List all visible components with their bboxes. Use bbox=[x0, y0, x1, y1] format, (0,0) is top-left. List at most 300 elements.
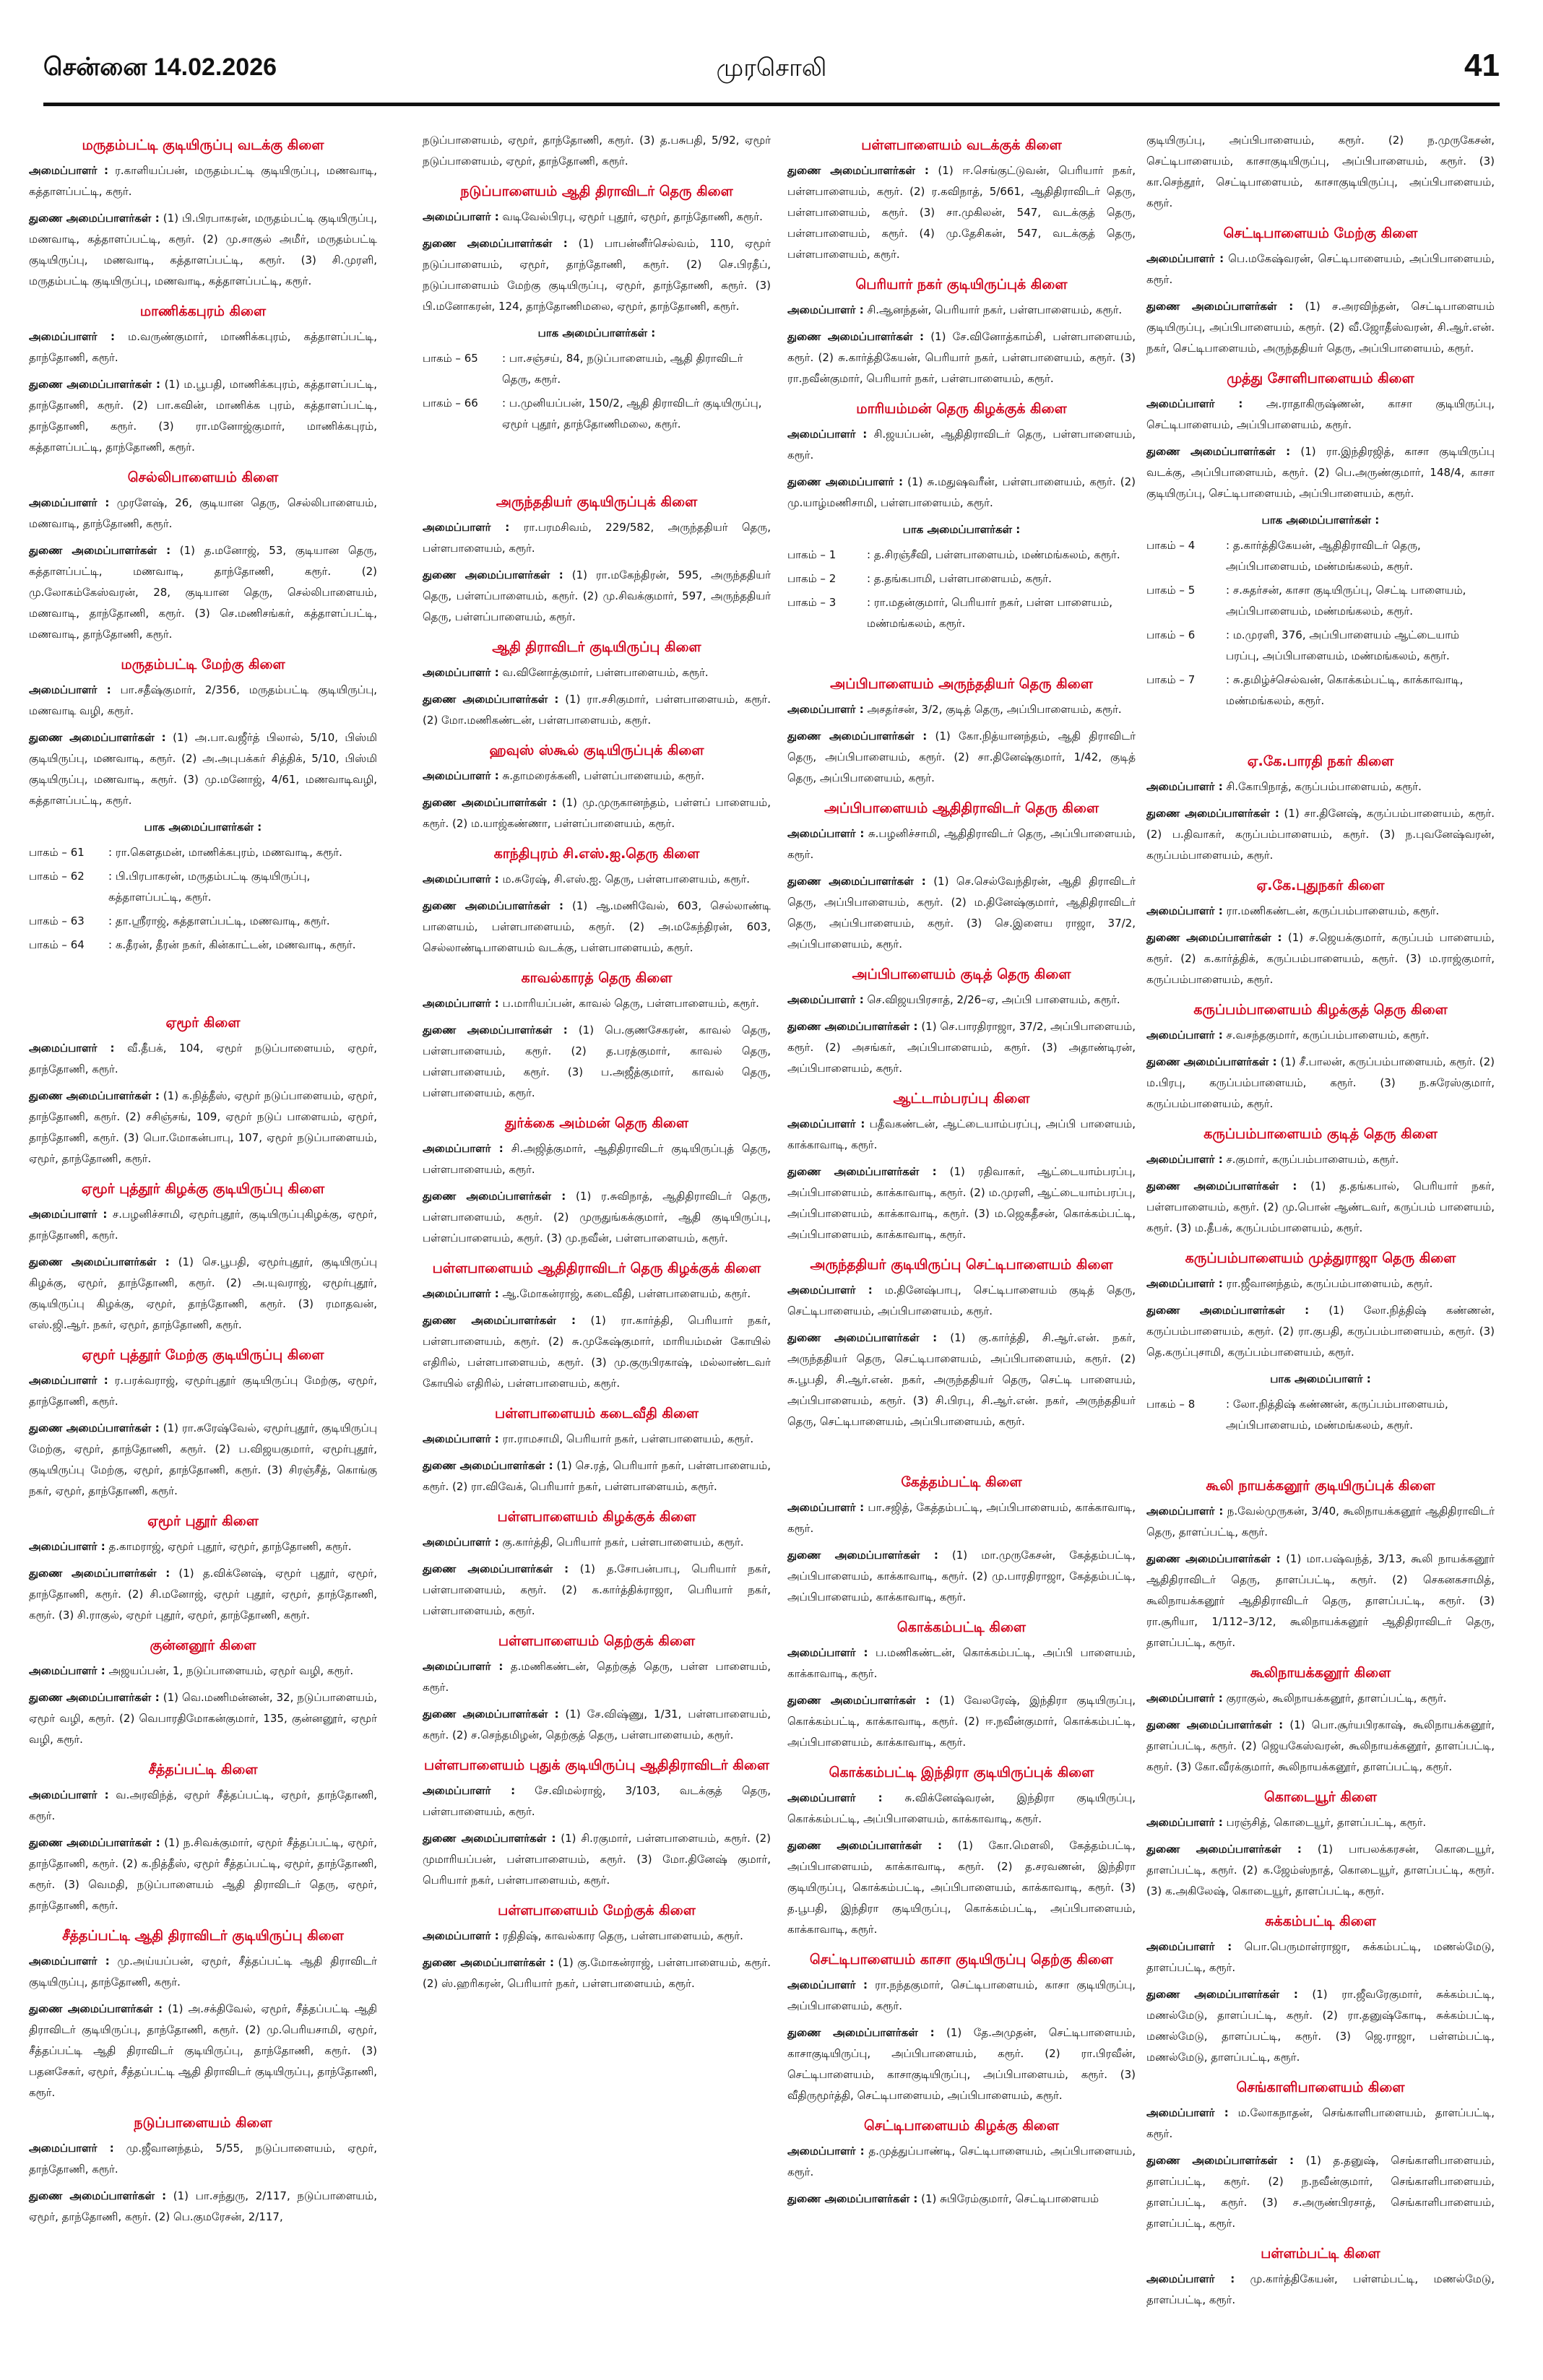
role-label: அமைப்பாளர் : bbox=[787, 1117, 865, 1130]
member-details: கு.கார்த்தி, பெரியார் நகர், பள்ளபாளையம், கரூர். bbox=[498, 1536, 744, 1549]
role-label: அமைப்பாளர் : bbox=[787, 303, 864, 316]
branch-section bbox=[787, 673, 1136, 789]
member-details: (1) சே.வினோத்காம்சி, பள்ளபாளையம், கரூர். (2) சு.கார்த்திகேயன், பெரியார் நகர், பள்ளபாளையம், கரூர். (3) ரா.நவீன்குமார், பெரியார் நகர், பள்ளபாளையம், கரூர். bbox=[787, 330, 1136, 385]
member-entry bbox=[1146, 130, 1495, 214]
role-label: துணை அமைப்பாளர்கள் : bbox=[29, 1567, 170, 1580]
member-details: (1) கு.மோகன்ராஜ், பள்ளபாளையம், கரூர். (2) ஸ்.ஹரிகரன், பெரியார் நகர், பள்ளபாளையம், கரூர். bbox=[423, 1956, 771, 1990]
member-details: (1) ஆ.மணிவேல், 603, செல்லாண்டி பாளையம், பள்ளபாளையம், கரூர். (2) அ.மகேந்திரன், 603, செல்லாண்டிபாளையம் வடக்கு, பள்ளபாளையம், கரூர். bbox=[423, 899, 771, 954]
role-label: அமைப்பாளர் : bbox=[1146, 1692, 1223, 1705]
branch-title: ஏமூர் கிளை bbox=[165, 1015, 241, 1031]
booth-agent: : தா.ஸ்ரீராஜ், கத்தாளப்பட்டி, மணவாடி, கரூர். bbox=[108, 914, 330, 927]
member-entry bbox=[787, 2141, 1136, 2183]
branch-title: ஆட்டாம்பரப்பு கிளை bbox=[893, 1091, 1030, 1107]
booth-agents-heading: பாக அமைப்பாளர்கள் : bbox=[537, 326, 656, 339]
role-label: துணை அமைப்பாளர்கள் : bbox=[1146, 1843, 1302, 1856]
member-details: ச.வசந்தகுமார், கருப்பம்பாளையம், கரூர். bbox=[1222, 1029, 1430, 1042]
member-details: (1) சு.மதுஷவரீன், பள்ளபாளையம், கரூர். (2) மு.யாழ்மணிசாமி, பள்ளபாளையம், கரூர். bbox=[787, 475, 1136, 509]
member-details: பரஞ்சித், கொடையூர், தாளப்பட்டி, கரூர். bbox=[1222, 1816, 1427, 1829]
booth-number: பாகம் – 2 bbox=[787, 572, 837, 585]
branch-section bbox=[787, 1471, 1136, 1608]
member-entry bbox=[423, 130, 771, 172]
member-entry bbox=[423, 792, 771, 834]
member-entry bbox=[787, 300, 1136, 321]
booth-number: பாகம் – 6 bbox=[1146, 628, 1196, 641]
member-entry bbox=[787, 1497, 1136, 1539]
role-label: துணை அமைப்பாளர்கள் : bbox=[29, 1836, 160, 1849]
member-details: ம.தினேஷ்பாபு, செட்டிபாளையம் குடித் தெரு, செட்டிபாளையம், அப்பிபாளையம், கரூர். bbox=[787, 1284, 1136, 1317]
role-label: அமைப்பாளர் : bbox=[423, 1784, 516, 1797]
role-label: அமைப்பாளர் : bbox=[787, 993, 864, 1006]
member-entry bbox=[1146, 1273, 1495, 1294]
member-details: (1) சே.விஷ்ணு, 1/31, பள்ளபாளையம், கரூர். (2) ச.செந்தமிழன், தெற்குத் தெரு, பள்ளபாளையம், கரூர். bbox=[423, 1708, 771, 1741]
branch-title: கொக்கம்பட்டி இந்திரா குடியிருப்புக் கிளை bbox=[829, 1765, 1094, 1780]
branch-section bbox=[787, 1088, 1136, 1245]
booth-number: பாகம் – 62 bbox=[29, 870, 85, 883]
member-entry bbox=[787, 1835, 1136, 1940]
role-label: துணை அமைப்பாளர்கள் : bbox=[29, 1089, 160, 1102]
booth-agents-heading: பாக அமைப்பாளர் : bbox=[1270, 1372, 1371, 1385]
branch-title: அருந்ததியர் குடியிருப்புக் கிளை bbox=[496, 494, 698, 510]
role-label: அமைப்பாளர் : bbox=[1146, 252, 1224, 265]
member-details: பெ.மகேஷ்வரன், செட்டிபாளையம், அப்பிபாளையம், கரூர். bbox=[1146, 252, 1495, 286]
role-label: அமைப்பாளர் : bbox=[29, 1042, 115, 1055]
branch-section bbox=[787, 1617, 1136, 1753]
role-label: துணை அமைப்பாளர்கள் : bbox=[1146, 300, 1294, 313]
booth-agent: : பி.பிரபாகரன், மருதம்பட்டி குடியிருப்பு, கத்தாளப்பட்டி, கரூர். bbox=[108, 870, 311, 904]
role-label: அமைப்பாளர் : bbox=[1146, 904, 1223, 917]
role-label: துணை அமைப்பாளர்கள் : bbox=[787, 1839, 943, 1852]
member-entry bbox=[1146, 1715, 1495, 1778]
role-label: அமைப்பாளர் : bbox=[1146, 1029, 1223, 1042]
member-details: மு.அய்யப்பன், ஏமூர், சீத்தப்பட்டி ஆதி திராவிடர் குடியிருப்பு, தாந்தோணி, கரூர். bbox=[29, 1955, 377, 1989]
branch-title: துர்க்கை அம்மன் தெரு கிளை bbox=[504, 1115, 689, 1131]
role-label: துணை அமைப்பாளர்கள் : bbox=[29, 1691, 160, 1704]
branch-title: செட்டிபாளையம் மேற்கு கிளை bbox=[1223, 225, 1418, 241]
role-label: துணை அமைப்பாளர்கள் : bbox=[29, 378, 160, 391]
branch-title: கொக்கம்பட்டி கிளை bbox=[896, 1619, 1026, 1635]
member-entry bbox=[423, 1532, 771, 1553]
branch-section bbox=[787, 797, 1136, 955]
member-details: (1) பா.சந்துரு, 2/117, நடுப்பாளையம், ஏமூர், தாந்தோணி, கரூர். (2) பெ.குமரேசன், 2/117, bbox=[29, 2189, 377, 2223]
role-label: அமைப்பாளர் : bbox=[1146, 1277, 1223, 1290]
role-label: துணை அமைப்பாளர்கள் : bbox=[787, 330, 925, 343]
branch-title: பள்ளம்பட்டி கிளை bbox=[1261, 2246, 1380, 2262]
booth-agent: : த.கார்த்திகேயன், ஆதிதிராவிடர் தெரு, அப்பிபாளையம், மண்மங்கலம், கரூர். bbox=[1226, 539, 1421, 573]
member-entry bbox=[29, 1418, 377, 1502]
role-label: அமைப்பாளர் : bbox=[787, 1791, 883, 1804]
branch-title: மாரியம்மன் தெரு கிழக்குக் கிளை bbox=[856, 401, 1067, 417]
role-label: துணை அமைப்பாளர்கள் : bbox=[787, 1165, 937, 1178]
member-entry bbox=[29, 1038, 377, 1080]
member-details: (1) பொ.சூர்யபிரகாஷ், கூலிநாயக்கனூர், தாளப்பட்டி, கரூர். (2) ஜெயகேஸ்வரன், கூலிநாயக்கனூர், தாளப்பட்டி, கரூர். (3) கோ.வீரக்குமார், கூலிநாயக்கனூர், தாளப்பட்டி, கரூர். bbox=[1146, 1718, 1495, 1773]
role-label: அமைப்பாளர் : bbox=[29, 1208, 108, 1221]
branch-title: கருப்பம்பாளையம் குடித் தெரு கிளை bbox=[1203, 1126, 1438, 1142]
branch-section bbox=[1146, 1786, 1495, 1902]
booth-agent: : ப.முனியப்பன், 150/2, ஆதி திராவிடர் குடியிருப்பு, ஏமூர் புதூர், தாந்தோணிமலை, கரூர். bbox=[502, 397, 762, 430]
role-label: அமைப்பாளர் : bbox=[29, 1788, 109, 1801]
member-details: முரளேஷ், 26, குடியான தெரு, செல்லிபாளையம், மணவாடி, தாந்தோணி, கரூர். bbox=[29, 496, 377, 530]
member-entry bbox=[29, 160, 377, 202]
member-details: அஜயப்பன், 1, நடுப்பாளையம், ஏமூர் வழி, கரூர். bbox=[105, 1664, 354, 1677]
branch-section bbox=[1146, 1475, 1495, 1653]
role-label: துணை அமைப்பாளர்கள் : bbox=[423, 796, 557, 809]
member-details: (1) பெ.குணசேகரன், காவல் தெரு, பள்ளபாளையம், கரூர். (2) த.பரத்குமார், காவல் தெரு, பள்ளபாளையம், கரூர். (3) ப.அஜீத்குமார், காவல் தெரு, பள்ளபாளையம், கரூர். bbox=[423, 1024, 771, 1099]
branch-section bbox=[29, 1178, 377, 1336]
branch-title: சீத்தப்பட்டி ஆதி திராவிடர் குடியிருப்பு கிளை bbox=[62, 1928, 344, 1944]
booth-row bbox=[1146, 580, 1495, 622]
branch-section bbox=[1146, 1911, 1495, 2068]
member-entry bbox=[423, 565, 771, 628]
role-label: துணை அமைப்பாளர் : bbox=[787, 475, 903, 488]
role-label: துணை அமைப்பாளர்கள் : bbox=[1146, 931, 1282, 944]
member-details: மு.ஜீவானந்தம், 5/55, நடுப்பாளையம், ஏமூர், தாந்தோணி, கரூர். bbox=[29, 2142, 377, 2176]
member-entry bbox=[1146, 441, 1495, 504]
branch-title: பள்ளபாளையம் புதுக் குடியிருப்பு ஆதிதிராவிடர் கிளை bbox=[424, 1757, 769, 1773]
branch-section bbox=[787, 1949, 1136, 2106]
role-label: அமைப்பாளர் : bbox=[29, 1955, 110, 1968]
member-details: (1) ஈ.செங்குட்டுவன், பெரியார் நகர், பள்ளபாளையம், கரூர். (2) ர.கவிநாத், 5/661, ஆதிதிராவிடர் தெரு, பள்ளபாளையம், கரூர். (3) சா.முகிலன், 547, வடக்குத் தெரு, பள்ளபாளையம், கரூர். (4) மு.தேசிகன், 547, வடக்குத் தெரு, பள்ளபாளையம், கரூர். bbox=[787, 164, 1136, 261]
column-2 bbox=[423, 130, 771, 2003]
booth-row bbox=[787, 592, 1136, 634]
member-entry bbox=[1146, 296, 1495, 359]
member-details: (1) லோ.நித்திஷ் கண்ணன், கருப்பம்பாளையம், கரூர். (2) ரா.குபதி, கருப்பம்பாளையம், கரூர். (3) தெ.கருப்புசாமி, கருப்பம்பாளையம், கரூர். bbox=[1146, 1304, 1495, 1359]
branch-title: பள்ளபாளையம் ஆதிதிராவிடர் தெரு கிழக்குக் கிளை bbox=[432, 1260, 761, 1276]
branch-title: பெரியார் நகர் குடியிருப்புக் கிளை bbox=[855, 277, 1068, 293]
member-details: (1) ரா.சசிகுமார், பள்ளபாளையம், கரூர். (2) மோ.மணிகண்டன், பள்ளபாளையம், கரூர். bbox=[423, 693, 771, 727]
branch-section bbox=[1146, 1247, 1495, 1436]
branch-title: முத்து சோளிபாளையம் கிளை bbox=[1227, 371, 1414, 386]
member-details: (1) க.நித்தீஸ், ஏமூர் நடுப்பாளையம், ஏமூர், தாந்தோணி, கரூர். (2) சசிஞ்சங், 109, ஏமூர் நடுப் பாளையம், ஏமூர், தாந்தோணி, கரூர். (3) பொ.மோகன்பாபு, 107, ஏமூர் நடுப்பாளையம், ஏமூர், தாந்தோணி, கரூர். bbox=[29, 1089, 377, 1165]
branch-section bbox=[787, 1254, 1136, 1432]
member-entry bbox=[29, 1999, 377, 2103]
member-entry bbox=[1146, 1176, 1495, 1239]
member-details: பா.சதீஷ்குமார், 2/356, மருதம்பட்டி குடியிருப்பு, மணவாடி வழி, கரூர். bbox=[29, 683, 377, 717]
member-details: (1) ரா.ஜீவரேகுமார், சுக்கம்பட்டி, மணல்மேடு, தாளப்பட்டி, கரூர். (2) ரா.தனுஷ்கோடி, சுக்கம்பட்டி, மணல்மேடு, தாளப்பட்டி, கரூர். (3) ஜெ.ராஜா, பள்ளம்பட்டி, மணல்மேடு, தாளப்பட்டி, கரூர். bbox=[1146, 1988, 1495, 2064]
member-entry bbox=[423, 1455, 771, 1497]
member-details: (1) த.விக்னேஷ், ஏமூர் புதூர், ஏமூர், தாந்தோணி, கரூர். (2) சி.மனோஜ், ஏமூர் புதூர், ஏமூர், தாந்தோணி, கரூர். (3) சி.ராகுல், ஏமூர் புதூர், ஏமூர், தாந்தோணி, கரூர். bbox=[29, 1567, 377, 1622]
member-details: (1) வெ.மணிமன்னன், 32, நடுப்பாளையம், ஏமூர் வழி, கரூர். (2) வெபாரதிமோகன்குமார், 135, குன்னனூர், ஏமூர் வழி, கரூர். bbox=[29, 1691, 377, 1746]
member-details: சு.விக்னேஷ்வரன், இந்திரா குடியிருப்பு, கொக்கம்பட்டி, அப்பிபாளையம், காக்காவாடி, கரூர். bbox=[787, 1791, 1136, 1825]
branch-title: கேத்தம்பட்டி கிளை bbox=[901, 1474, 1022, 1490]
role-label: அமைப்பாளர் : bbox=[787, 703, 864, 716]
branch-section bbox=[787, 964, 1136, 1079]
member-entry bbox=[29, 326, 377, 368]
role-label: அமைப்பாளர் : bbox=[29, 2142, 114, 2155]
branch-title: அப்பிபாளையம் அருந்ததியர் தெரு கிளை bbox=[830, 676, 1093, 692]
member-details: ஆ.மோகன்ராஜ், கடைவீதி, பள்ளபாளையம், கரூர். bbox=[498, 1287, 751, 1300]
role-label: அமைப்பாளர் : bbox=[29, 1540, 105, 1553]
member-entry bbox=[29, 1661, 377, 1682]
role-label: அமைப்பாளர் : bbox=[423, 1536, 499, 1549]
booth-row bbox=[1146, 670, 1495, 711]
branch-title: கருப்பம்பாளையம் முத்துராஜா தெரு கிளை bbox=[1185, 1250, 1456, 1266]
role-label: துணை அமைப்பாளர்கள் : bbox=[423, 1708, 559, 1721]
member-entry bbox=[1146, 1549, 1495, 1653]
member-entry bbox=[29, 2138, 377, 2180]
member-entry bbox=[1146, 1501, 1495, 1543]
member-details: (1) ர.சுவிநாத், ஆதிதிராவிடர் தெரு, பள்ளபாளையம், கரூர். (2) முருதுங்கக்குமார், ஆதி குடியிருப்பு, பள்ளப்பாளையம், கரூர். (3) மு.நவீன், பள்ளபாளையம், கரூர். bbox=[423, 1190, 771, 1245]
member-entry bbox=[787, 2189, 1136, 2210]
member-entry bbox=[1146, 803, 1495, 866]
member-entry bbox=[787, 823, 1136, 865]
role-label: அமைப்பாளர் : bbox=[423, 997, 499, 1010]
branch-title: ஹவுஸ் ஸ்கூல் குடியிருப்புக் கிளை bbox=[489, 743, 704, 758]
member-entry bbox=[787, 1690, 1136, 1753]
branch-title: அருந்ததியர் குடியிருப்பு செட்டிபாளையம் கிளை bbox=[810, 1257, 1113, 1273]
booth-row bbox=[1146, 535, 1495, 577]
member-entry bbox=[423, 1952, 771, 1994]
member-entry bbox=[1146, 1937, 1495, 1978]
member-details: (1) சா.தினேஷ், கருப்பம்பாளையம், கரூர். (2) ப.திவாகர், கருப்பம்பாளையம், கரூர். (3) ந.புவனேஷ்வரன், கருப்பம்பாளையம், கரூர். bbox=[1146, 807, 1495, 862]
member-details: (1) அ.பா.வஜீர்த் பிலால், 5/10, பிஸ்மி குடியிருப்பு, மணவாடி, கரூர். (2) அ.அபுபக்கர் சித்திக், 5/10, பிஸ்மி குடியிருப்பு, மணவாடி, கரூர். (3) மு.மனோஜ், 4/61, மணவாடிவழி, கத்தாளப்பட்டி, கரூர். bbox=[29, 731, 377, 807]
member-details: ரா.மணிகண்டன், கருப்பம்பாளையம், கரூர். bbox=[1222, 904, 1440, 917]
role-label: துணை அமைப்பாளர்கள் : bbox=[1146, 2154, 1295, 2167]
member-details: (1) ரா.இந்திரஜித், காசா குடியிருப்பு வடக்கு, அப்பிபாளையம், கரூர். (2) பெ.அருண்குமார், 148/4, காசா குடியிருப்பு, செட்டிபாளையம், அப்பிபாளையம், கரூர். bbox=[1146, 445, 1495, 500]
member-entry bbox=[1146, 1839, 1495, 1902]
newspaper-name: முரசொலி bbox=[716, 53, 827, 82]
booth-agent: : ச.சுதர்சன், காசா குடியிருப்பு, செட்டி பாளையம், அப்பிபாளையம், மண்மங்கலம், கரூர். bbox=[1226, 584, 1466, 618]
member-details: (1) பி.பிரபாகரன், மருதம்பட்டி குடியிருப்பு, மணவாடி, கத்தாளப்பட்டி, கரூர். (2) மு.சாகுல் அமீர், மருதம்பட்டி குடியிருப்பு, மணவாடி, கத்தாளப்பட்டி, கரூர். (3) சி.முரளி, மருதம்பட்டி குடியிருப்பு, மணவாடி, கத்தாளப்பட்டி, கரூர். bbox=[29, 212, 377, 287]
booth-number: பாகம் – 5 bbox=[1146, 584, 1196, 597]
booth-number: பாகம் – 4 bbox=[1146, 539, 1196, 552]
role-label: அமைப்பாளர் : bbox=[29, 496, 110, 509]
member-details: த.மணிகண்டன், தெற்குத் தெரு, பள்ள பாளையம், கரூர். bbox=[423, 1660, 771, 1694]
member-entry bbox=[29, 680, 377, 722]
branch-section bbox=[1146, 222, 1495, 359]
role-label: அமைப்பாளர் : bbox=[29, 1664, 105, 1677]
column-3 bbox=[787, 130, 1136, 2218]
role-label: அமைப்பாளர் : bbox=[29, 164, 109, 177]
member-entry bbox=[787, 424, 1136, 466]
booth-number: பாகம் – 3 bbox=[787, 596, 837, 609]
member-entry bbox=[423, 1429, 771, 1450]
member-entry bbox=[1146, 927, 1495, 990]
role-label: துணை அமைப்பாளர்கள் : bbox=[1146, 1718, 1284, 1731]
branch-title: ஏ.கே.பாரதி நகர் கிளை bbox=[1247, 753, 1394, 769]
role-label: துணை அமைப்பாளர்கள் : bbox=[787, 875, 926, 888]
member-entry bbox=[29, 374, 377, 458]
branch-section bbox=[29, 1012, 377, 1169]
booth-agent: : த.தங்கபாமி, பள்ளபாளையம், கரூர். bbox=[867, 572, 1052, 585]
member-entry bbox=[1146, 1984, 1495, 2068]
member-details: குராகுல், கூலிநாயக்கனூர், தாளப்பட்டி, கரூர். bbox=[1222, 1692, 1447, 1705]
member-details: (1) ரா.மகேந்திரன், 595, அருந்ததியர் தெரு, பள்ளப்பாளையம், கரூர். (2) மு.சிவக்குமார், 597, அருந்ததியர் தெரு, பள்ளப்பாளையம், கரூர். bbox=[423, 568, 771, 623]
member-entry bbox=[1146, 2150, 1495, 2234]
member-entry bbox=[423, 1186, 771, 1249]
member-details: அசதர்சன், 3/2, குடித் தெரு, அப்பிபாளையம், கரூர். bbox=[863, 703, 1122, 716]
role-label: துணை அமைப்பாளர்கள் : bbox=[29, 544, 171, 557]
role-label: அமைப்பாளர் : bbox=[1146, 1816, 1223, 1829]
role-label: துணை அமைப்பாளர்கள் : bbox=[787, 1331, 938, 1344]
role-label: துணை அமைப்பாளர்கள் : bbox=[29, 212, 160, 225]
member-entry bbox=[423, 662, 771, 683]
member-details: பொ.பெருமாள்ராஜா, சுக்கம்பட்டி, மணல்மேடு, தாளப்பட்டி, கரூர். bbox=[1146, 1940, 1495, 1974]
member-entry bbox=[1146, 248, 1495, 290]
branch-section bbox=[787, 2115, 1136, 2210]
booth-agent: : க.தீரன், தீரன் நகர், கின்காட்டன், மணவாடி, கரூர். bbox=[108, 938, 356, 951]
member-details: ப.மாரியப்பன், காவல் தெரு, பள்ளபாளையம், கரூர். bbox=[498, 997, 759, 1010]
role-label: துணை அமைப்பாளர்கள் : bbox=[29, 731, 166, 744]
member-entry bbox=[423, 869, 771, 890]
booth-agent: : ரா.கௌதமன், மாணிக்கபுரம், மணவாடி, கரூர். bbox=[108, 846, 342, 859]
branch-title: செல்லிபாளையம் கிளை bbox=[127, 469, 279, 485]
member-details: குடியிருப்பு, அப்பிபாளையம், கரூர். (2) ந.முருகேசன், செட்டிபாளையம், காசாகுடியிருப்பு, அப்பிபாளையம், கரூர். (3) கா.செந்தூர், செட்டிபாளையம், காசாகுடியிருப்பு, அப்பிபாளையம், கரூர். bbox=[1146, 134, 1495, 209]
role-label: அமைப்பாளர் : bbox=[1146, 780, 1223, 793]
branch-section bbox=[1146, 2243, 1495, 2311]
role-label: அமைப்பாளர் : bbox=[423, 873, 499, 886]
role-label: துணை அமைப்பாளர்கள் : bbox=[29, 1255, 170, 1268]
branch-section bbox=[1146, 130, 1495, 214]
role-label: அமைப்பாளர் : bbox=[423, 666, 499, 679]
member-entry bbox=[29, 1951, 377, 1993]
role-label: துணை அமைப்பாளர்கள் : bbox=[423, 1024, 568, 1037]
role-label: அமைப்பாளர் : bbox=[1146, 1940, 1232, 1953]
booth-agent: : த.சிரஞ்சீவி, பள்ளபாளையம், மண்மங்கலம், கரூர். bbox=[867, 548, 1120, 561]
branch-section bbox=[29, 1344, 377, 1502]
member-entry bbox=[1146, 1052, 1495, 1115]
role-label: துணை அமைப்பாளர்கள் : bbox=[1146, 1988, 1298, 2001]
branch-title: செட்டிபாளையம் கிழக்கு கிளை bbox=[863, 2118, 1060, 2134]
member-details: ரா.ராமசாமி, பெரியார் நகர், பள்ளபாளையம், கரூர். bbox=[498, 1432, 754, 1445]
member-details: பா.சஜித், கேத்தம்பட்டி, அப்பிபாளையம், காக்காவாடி, கரூர். bbox=[787, 1501, 1136, 1535]
role-label: அமைப்பாளர் : bbox=[787, 1284, 873, 1297]
member-details: வ.அரவிந்த், ஏமூர் சீத்தப்பட்டி, ஏமூர், தாந்தோணி, கரூர். bbox=[29, 1788, 377, 1822]
branch-section bbox=[29, 1925, 377, 2103]
branch-section bbox=[423, 636, 771, 731]
member-details: சி.ஜயப்பன், ஆதிதிராவிடர் தெரு, பள்ளபாளையம், கரூர். bbox=[787, 428, 1136, 462]
member-entry bbox=[787, 726, 1136, 789]
branch-section bbox=[787, 1762, 1136, 1940]
member-entry bbox=[1146, 1149, 1495, 1170]
role-label: அமைப்பாளர் : bbox=[787, 428, 868, 441]
booth-row bbox=[29, 842, 377, 863]
member-entry bbox=[29, 2186, 377, 2228]
member-entry bbox=[423, 1559, 771, 1622]
member-details: (1) சீ.பாலன், கருப்பம்பாளையம், கரூர். (2) ம.பிரபு, கருப்பம்பாளையம், கரூர். (3) ந.சுரேஸ்குமார், கருப்பம்பாளையம், கரூர். bbox=[1146, 1055, 1495, 1110]
role-label: அமைப்பாளர் : bbox=[1146, 397, 1243, 410]
booth-number: பாகம் – 61 bbox=[29, 846, 85, 859]
role-label: அமைப்பாளர் : bbox=[787, 1501, 865, 1514]
member-entry bbox=[423, 1138, 771, 1180]
branch-title: ஏமூர் புத்தூர் கிழக்கு குடியிருப்பு கிளை bbox=[81, 1181, 325, 1197]
branch-title: ஏ.கே.புதுநகர் கிளை bbox=[1256, 878, 1385, 893]
member-details: (1) த.தங்கபால், பெரியார் நகர், பள்ளபாளையம், கரூர். (2) மு.பொன் ஆண்டவர், கருப்பம் பாளையம், கரூர். (3) ம.தீபக், கருப்பம்பாளையம், கரூர். bbox=[1146, 1180, 1495, 1234]
role-label: துணை அமைப்பாளர்கள் : bbox=[787, 1549, 938, 1562]
role-label: அமைப்பாளர் : bbox=[423, 1929, 499, 1942]
member-details: ரா.ஜீவானந்தம், கருப்பம்பாளையம், கரூர். bbox=[1222, 1277, 1433, 1290]
member-entry bbox=[1146, 2103, 1495, 2145]
booth-number: பாகம் – 7 bbox=[1146, 673, 1196, 686]
booth-row bbox=[423, 393, 771, 435]
member-details: ந.வேல்முருகன், 3/40, கூலிநாயக்கனூர் ஆதிதிராவிடர் தெரு, தாளப்பட்டி, கரூர். bbox=[1146, 1505, 1495, 1539]
member-entry bbox=[1146, 2269, 1495, 2311]
role-label: துணை அமைப்பாளர்கள் : bbox=[787, 2192, 918, 2205]
member-details: ரா.பரமசிவம், 229/582, அருந்ததியர் தெரு, பள்ளபாளையம், கரூர். bbox=[423, 521, 771, 555]
role-label: துணை அமைப்பாளர்கள் : bbox=[423, 899, 563, 912]
member-details: சி.ஆனந்தன், பெரியார் நகர், பள்ளபாளையம், கரூர். bbox=[863, 303, 1123, 316]
member-details: ரதிதிஷ், காவல்கார தெரு, பள்ளபாளையம், கரூர். bbox=[498, 1929, 743, 1942]
booth-agents-heading: பாக அமைப்பாளர்கள் : bbox=[144, 821, 262, 834]
branch-title: பள்ளபாளையம் தெற்குக் கிளை bbox=[498, 1633, 696, 1649]
member-details: சி.கோபிநாத், கருப்பம்பாளையம், கரூர். bbox=[1222, 780, 1422, 793]
member-details: பதீவகண்டன், ஆட்டையாம்பரப்பு, அப்பி பாளையம், காக்காவாடி, கரூர். bbox=[787, 1117, 1136, 1151]
branch-title: காந்திபுரம் சி.எஸ்.ஐ.தெரு கிளை bbox=[493, 846, 700, 862]
branch-title: கூலிநாயக்கனூர் கிளை bbox=[1250, 1665, 1391, 1681]
role-label: அமைப்பாளர் : bbox=[29, 683, 111, 696]
branch-section bbox=[29, 1510, 377, 1626]
booth-agent: : சு.தமிழ்ச்செல்வன், கொக்கம்பட்டி, காக்காவாடி, மண்மங்கலம், கரூர். bbox=[1226, 673, 1464, 707]
role-label: துணை அமைப்பாளர்கள் : bbox=[423, 568, 563, 581]
role-label: துணை அமைப்பாளர்கள் : bbox=[423, 1459, 553, 1472]
member-details: (1) கு.கார்த்தி, சி.ஆர்.என். நகர், அருந்ததியர் தெரு, செட்டிபாளையம், அப்பிபாளையம், கரூர். (2) சு.பூபதி, சி.ஆர்.என். நகர், அருந்ததியர் தெரு, செட்டி பாளையம், அப்பிபாளையம், கரூர். (3) சி.பிரபு, சி.ஆர்.என். நகர், அருந்ததியர் தெரு, செட்டிபாளையம், அப்பிபாளையம், கரூர். bbox=[787, 1331, 1136, 1428]
booth-row bbox=[29, 866, 377, 908]
member-entry bbox=[787, 160, 1136, 265]
member-details: ரா.நந்தகுமார், செட்டிபாளையம், காசா குடியிருப்பு, அப்பிபாளையம், கரூர். bbox=[787, 1978, 1136, 2012]
branch-section bbox=[423, 1754, 771, 1891]
member-details: ம.வருண்குமார், மாணிக்கபுரம், கத்தாளப்பட்டி, தாந்தோணி, கரூர். bbox=[29, 330, 377, 364]
booth-agents-heading: பாக அமைப்பாளர்கள் : bbox=[902, 523, 1021, 536]
role-label: துணை அமைப்பாளர்கள் : bbox=[787, 164, 929, 177]
branch-title: கூலி நாயக்கனூர் குடியிருப்புக் கிளை bbox=[1206, 1478, 1435, 1494]
branch-section bbox=[787, 398, 1136, 634]
member-details: சு.பழனிச்சாமி, ஆதிதிராவிடர் தெரு, அப்பிபாளையம், கரூர். bbox=[787, 827, 1136, 861]
member-details: சே.விமல்ராஜ், 3/103, வடக்குத் தெரு, பள்ளபாளையம், கரூர். bbox=[423, 1784, 771, 1818]
member-entry bbox=[423, 896, 771, 959]
role-label: துணை அமைப்பாளர்கள் : bbox=[1146, 445, 1291, 458]
branch-title: ஆதி திராவிடர் குடியிருப்பு கிளை bbox=[492, 639, 701, 655]
role-label: அமைப்பாளர் : bbox=[29, 1374, 108, 1387]
member-details: (1) வேலரேஷ், இந்திரா குடியிருப்பு, கொக்கம்பட்டி, காக்காவாடி, கரூர். (2) ஈ.நவீன்குமார், கொக்கம்பட்டி, அப்பிபாளையம், காக்காவாடி, கரூர். bbox=[787, 1694, 1136, 1749]
member-entry bbox=[787, 699, 1136, 720]
role-label: துணை அமைப்பாளர்கள் : bbox=[29, 2189, 167, 2202]
branch-section bbox=[423, 1630, 771, 1746]
branch-section bbox=[423, 740, 771, 834]
member-entry bbox=[423, 1310, 771, 1394]
role-label: துணை அமைப்பாளர்கள் : bbox=[787, 2026, 935, 2039]
branch-title: மாணிக்கபுரம் கிளை bbox=[139, 303, 267, 319]
member-entry bbox=[423, 1284, 771, 1304]
branch-title: பள்ளபாளையம் கிழக்குக் கிளை bbox=[497, 1509, 696, 1525]
member-details: (1) செ.பாரதிராஜா, 37/2, அப்பிபாளையம், கரூர். (2) அசங்கர், அப்பிபாளையம், கரூர். (3) அதாண்டிரன், அப்பிபாளையம், கரூர். bbox=[787, 1020, 1136, 1075]
role-label: துணை அமைப்பாளர்கள் : bbox=[29, 1421, 160, 1435]
member-entry bbox=[787, 1280, 1136, 1322]
branch-section bbox=[1146, 1662, 1495, 1778]
role-label: துணை அமைப்பாளர்கள் : bbox=[1146, 1180, 1297, 1193]
role-label: துணை அமைப்பாளர்கள் : bbox=[787, 730, 928, 743]
member-details: (1) தே.அமுதன், செட்டிபாளையம், காசாகுடியிருப்பு, அப்பிபாளையம், கரூர். (2) ரா.பிரவீன், செட்டிபாளையம், காசாகுடியிருப்பு, அப்பிபாளையம், கரூர். (3) வீதிருமூர்த்தி, செட்டிபாளையம், அப்பிபாளையம், கரூர். bbox=[787, 2026, 1136, 2102]
member-entry bbox=[787, 1114, 1136, 1156]
member-details: (1) ச.ஜெயக்குமார், கருப்பம் பாளையம், கரூர். (2) க.கார்த்திக், கருப்பம்பாளையம், கரூர். (3) ம.ராஜ்குமார், கருப்பம்பாளையம், கரூர். bbox=[1146, 931, 1495, 986]
branch-section bbox=[1146, 2077, 1495, 2234]
branch-title: குன்னனூர் கிளை bbox=[150, 1637, 256, 1653]
member-entry bbox=[29, 1204, 377, 1246]
member-entry bbox=[787, 1545, 1136, 1608]
member-entry bbox=[423, 1926, 771, 1947]
member-details: ச.குமார், கருப்பம்பாளையம், கரூர். bbox=[1222, 1153, 1399, 1166]
branch-section bbox=[423, 843, 771, 959]
masthead bbox=[43, 45, 1500, 106]
member-entry bbox=[29, 493, 377, 535]
role-label: அமைப்பாளர் : bbox=[423, 210, 499, 223]
branch-title: சுக்கம்பட்டி கிளை bbox=[1265, 1913, 1376, 1929]
member-entry bbox=[1146, 901, 1495, 922]
member-details: மு.கார்த்திகேயன், பள்ளம்பட்டி, மணல்மேடு, தாளப்பட்டி, கரூர். bbox=[1146, 2272, 1495, 2306]
member-entry bbox=[423, 233, 771, 317]
member-details: (1) கோ.நித்யானந்தம், ஆதி திராவிடர் தெரு, அப்பிபாளையம், கரூர். (2) சா.தினேஷ்குமார், 1/42, குடித் தெரு, அப்பிபாளையம், கரூர். bbox=[787, 730, 1136, 784]
booth-number: பாகம் – 65 bbox=[423, 352, 478, 365]
member-details: சி.அஜித்குமார், ஆதிதிராவிடர் குடியிருப்புத் தெரு, பள்ளபாளையம், கரூர். bbox=[423, 1142, 771, 1176]
member-entry bbox=[423, 517, 771, 559]
